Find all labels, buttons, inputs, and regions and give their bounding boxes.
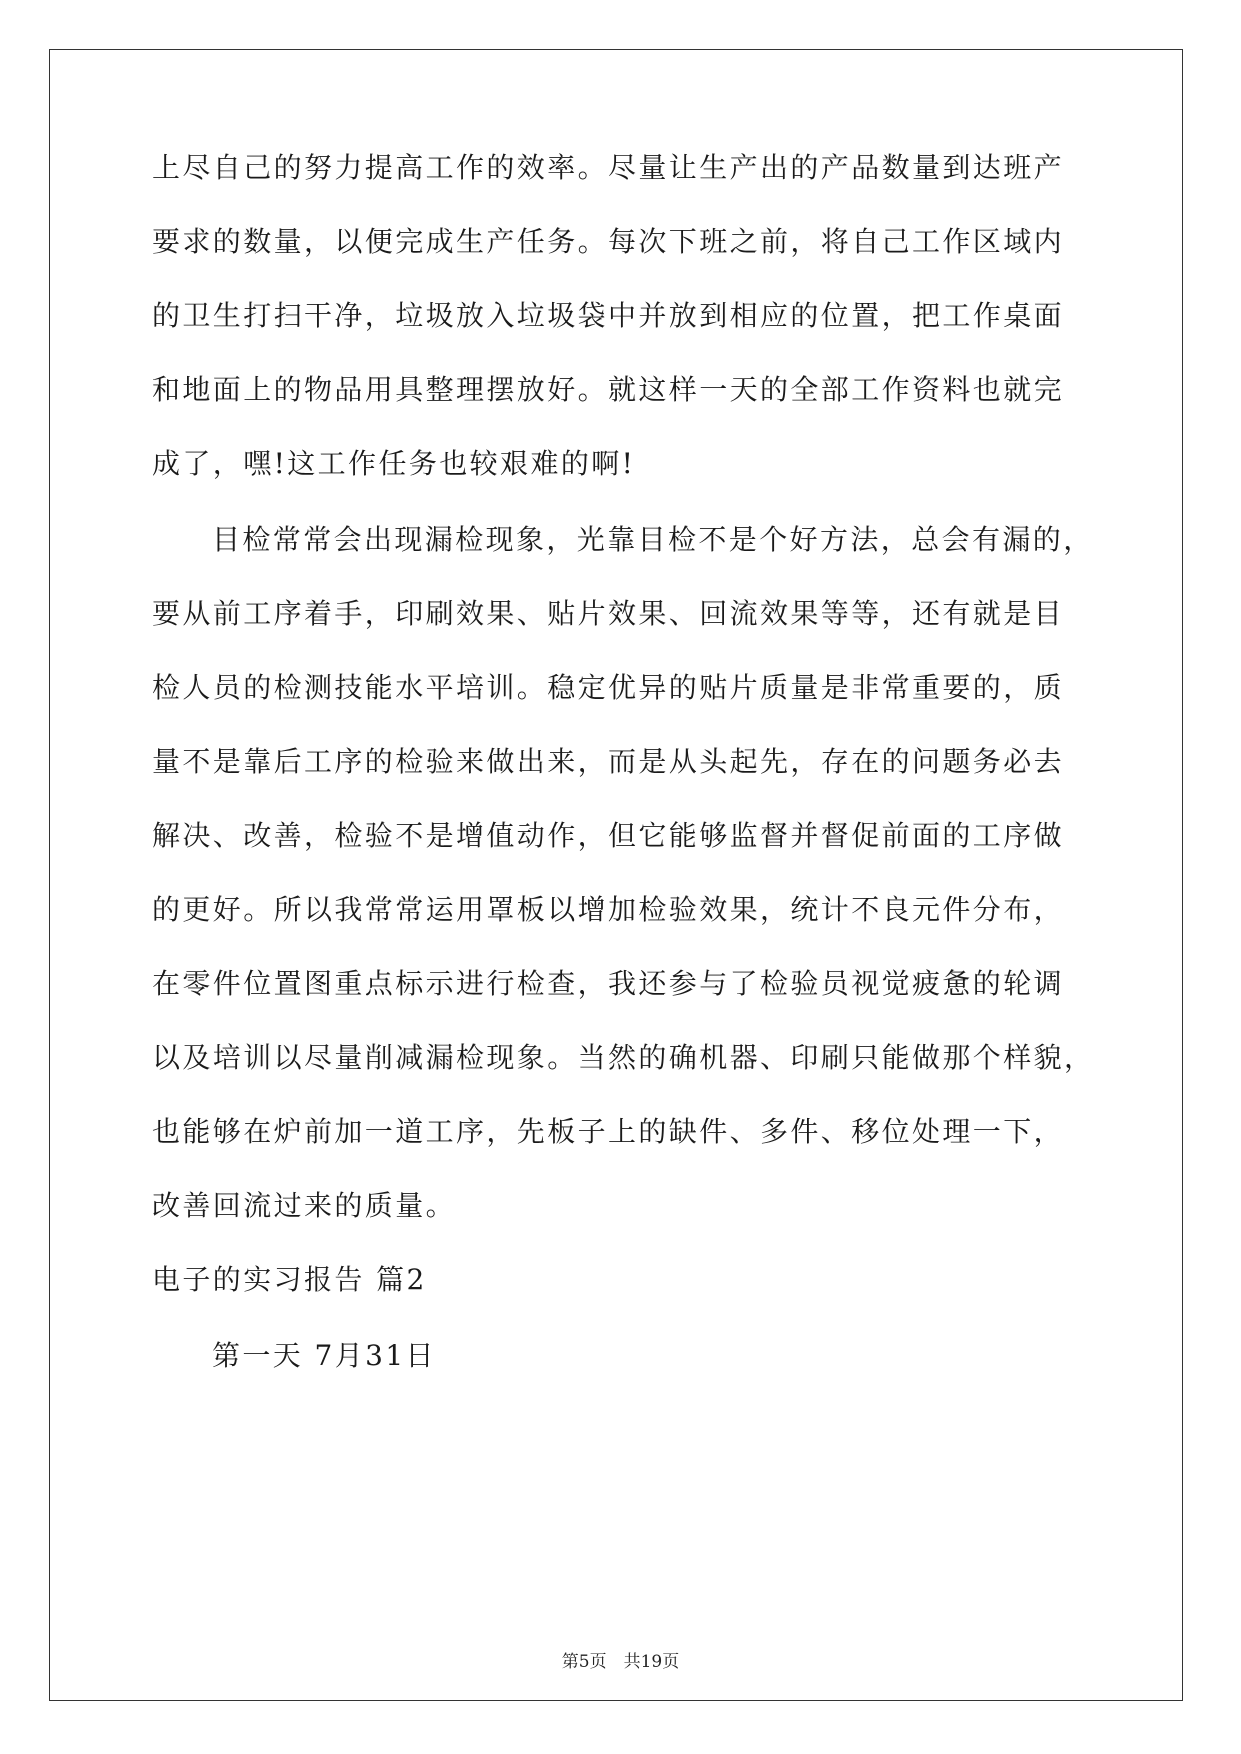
body-line: 量不是靠后工序的检验来做出来，而是从头起先，存在的问题务必去 [152, 745, 1065, 778]
body-line: 成了，嘿!这工作任务也较艰难的啊! [152, 447, 636, 480]
body-line: 也能够在炉前加一道工序，先板子上的缺件、多件、移位处理一下， [152, 1115, 1065, 1148]
body-line: 的卫生打扫干净，垃圾放入垃圾袋中并放到相应的位置，把工作桌面 [152, 299, 1065, 332]
body-line: 的更好。所以我常常运用罩板以增加检验效果，统计不良元件分布， [152, 893, 1065, 926]
body-line: 要从前工序着手，印刷效果、贴片效果、回流效果等等，还有就是目 [152, 597, 1065, 630]
body-line: 目检常常会出现漏检现象，光靠目检不是个好方法，总会有漏的， [212, 523, 1094, 556]
body-line: 检人员的检测技能水平培训。稳定优异的贴片质量是非常重要的，质 [152, 671, 1065, 704]
body-line: 和地面上的物品用具整理摆放好。就这样一天的全部工作资料也就完 [152, 373, 1065, 406]
day-label: 第一天 7月31日 [212, 1339, 436, 1372]
body-line: 上尽自己的努力提高工作的效率。尽量让生产出的产品数量到达班产 [152, 151, 1065, 184]
body-line: 在零件位置图重点标示进行检查，我还参与了检验员视觉疲惫的轮调 [152, 967, 1065, 1000]
section-heading: 电子的实习报告 篇2 [152, 1263, 427, 1296]
page-number: 第5页 共19页 [561, 1652, 680, 1672]
body-line: 改善回流过来的质量。 [152, 1189, 457, 1222]
body-line: 解决、改善，检验不是增值动作，但它能够监督并督促前面的工序做 [152, 819, 1065, 852]
body-line: 以及培训以尽量削减漏检现象。当然的确机器、印刷只能做那个样貌， [152, 1041, 1095, 1074]
body-line: 要求的数量，以便完成生产任务。每次下班之前，将自己工作区域内 [152, 225, 1065, 258]
